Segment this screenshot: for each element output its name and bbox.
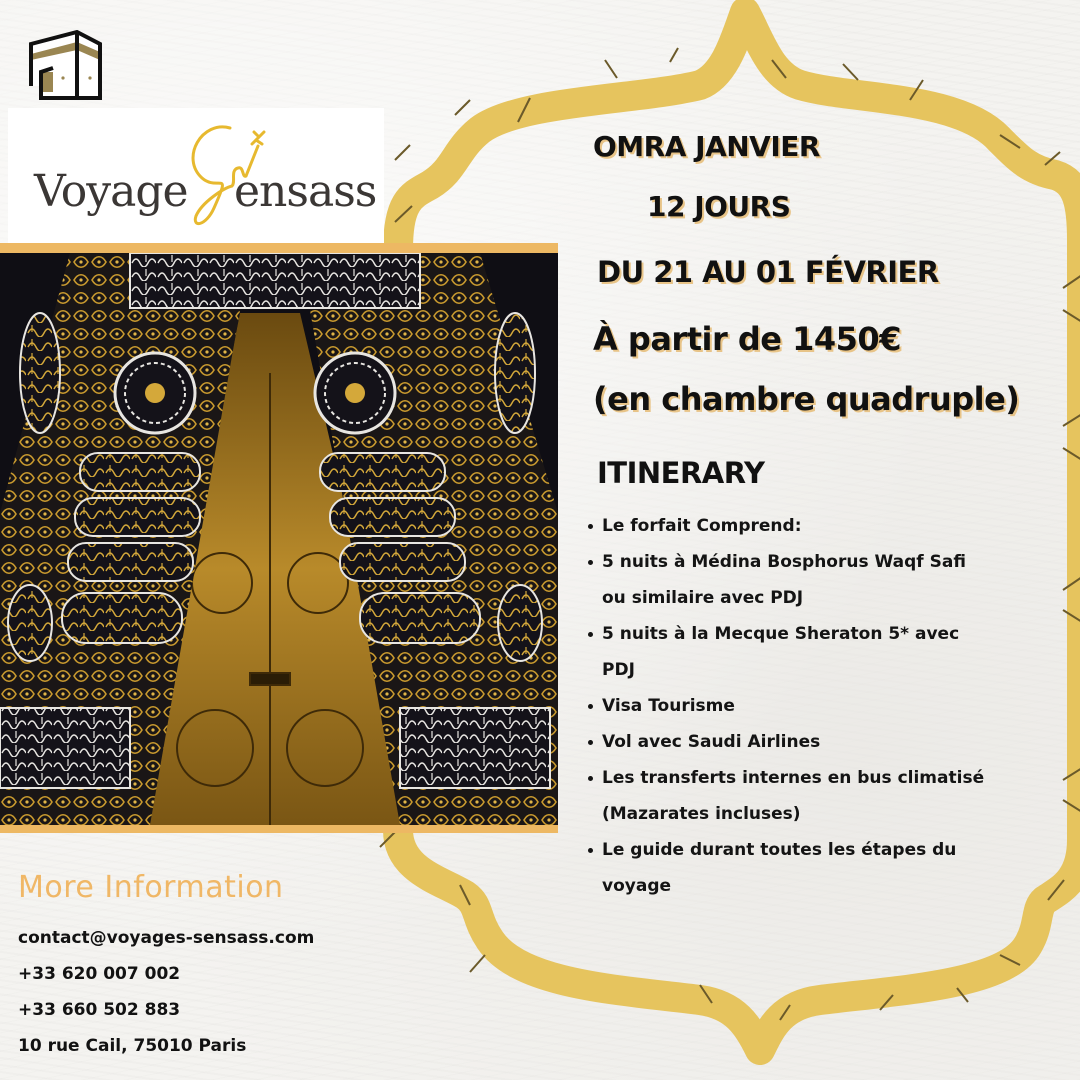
itinerary-item: Visa Tourisme [588, 688, 1008, 724]
brand-name-left: Voyage [34, 166, 188, 217]
itinerary-item: Le guide durant toutes les étapes du voyage [588, 832, 1008, 904]
offer-room-type: (en chambre quadruple) [593, 380, 1020, 418]
offer-dates: DU 21 AU 01 FÉVRIER [597, 255, 939, 289]
itinerary-list [588, 508, 1008, 904]
itinerary-heading: ITINERARY [597, 456, 765, 490]
contact-email[interactable]: contact@voyages-sensass.com [18, 928, 315, 948]
brand-logo [8, 108, 384, 243]
itinerary-item: 5 nuits à la Mecque Sheraton 5* avec PDJ [588, 616, 1008, 688]
brand-name-right: ensass [234, 166, 377, 217]
bullet-icon [588, 776, 593, 781]
itinerary-item: 5 nuits à Médina Bosphorus Waqf Safi ou similaire avec PDJ [588, 544, 1008, 616]
bullet-icon [588, 848, 593, 853]
offer-duration: 12 JOURS [647, 190, 791, 223]
contact-list [18, 920, 314, 1064]
contact-phone-2[interactable]: +33 660 502 883 [18, 1000, 181, 1020]
bullet-icon [588, 740, 593, 745]
contact-address: 10 rue Cail, 75010 Paris [18, 1036, 247, 1056]
bullet-icon [588, 524, 593, 529]
contact-phone-1[interactable]: +33 620 007 002 [18, 964, 181, 984]
offer-title: OMRA JANVIER [593, 130, 820, 163]
itinerary-item: Vol avec Saudi Airlines [588, 724, 1008, 760]
bullet-icon [588, 632, 593, 637]
itinerary-item: Les transferts internes en bus climatisé (Mazarates incluses) [588, 760, 1008, 832]
offer-price: À partir de 1450€ [593, 320, 901, 358]
more-information-heading: More Information [18, 870, 284, 905]
kaaba-icon [28, 30, 108, 102]
bullet-icon [588, 704, 593, 709]
itinerary-item: Le forfait Comprend: [588, 508, 1008, 544]
bullet-icon [588, 560, 593, 565]
kaaba-door-photo [0, 243, 558, 833]
kaaba-door-illustration [0, 253, 558, 825]
